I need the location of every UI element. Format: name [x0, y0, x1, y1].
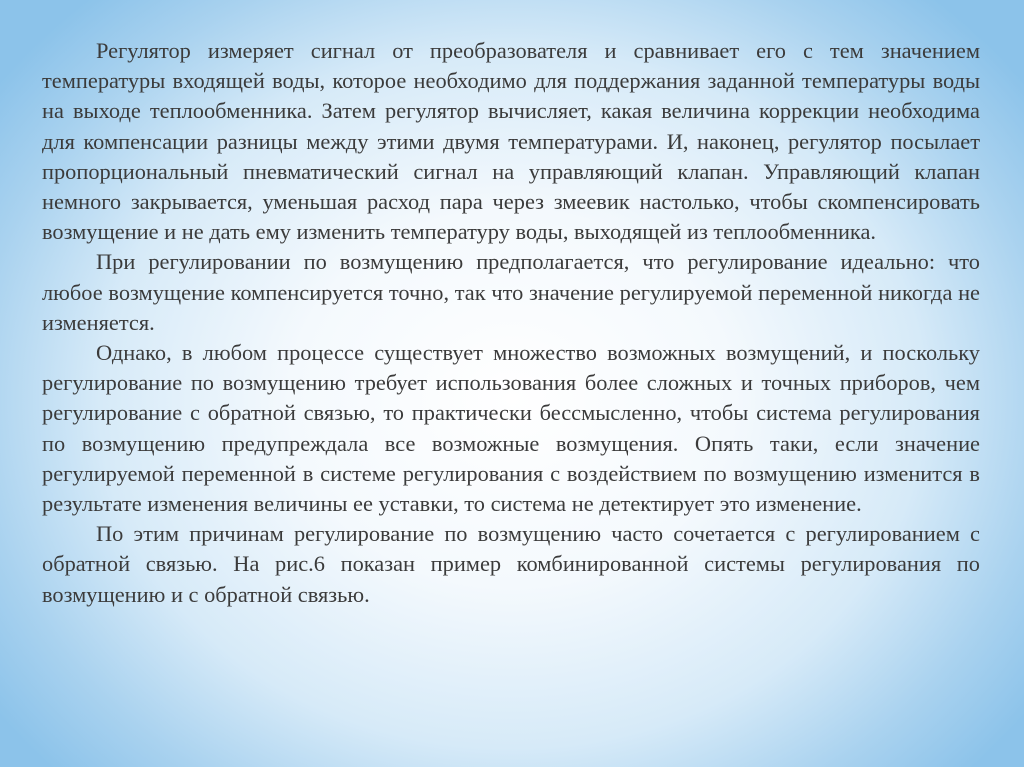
paragraph-1: Регулятор измеряет сигнал от преобразователя и сравнивает его с тем значением температуры входящей воды, которое необходимо для поддержания заданной температуры воды на выходе теплообменника. Затем регулятор вычисляет, какая величина коррекции необходима для компенсации разницы между этими двумя температурами. И, наконец, регулятор посылает пропорциональный пневматический сигнал на управляющий клапан. Управляющий клапан немного закрывается, уменьшая расход пара через змеевик настолько, чтобы скомпенсировать возмущение и не дать ему изменить температуру воды, выходящей из теплообменника.	[42, 38, 980, 245]
paragraph-4: По этим причинам регулирование по возмущению часто сочетается с регулированием с обратной связью. На рис.6 показан пример комбинированной системы регулирования по возмущению и с обратной связью.	[42, 521, 980, 607]
body-text	[42, 36, 980, 610]
paragraph-3: Однако, в любом процессе существует множество возможных возмущений, и поскольку регулирование по возмущению требует использования более сложных и точных приборов, чем регулирование с обратной связью, то практически бессмысленно, чтобы система регулирования по возмущению предупреждала все возможные возмущения. Опять таки, если значение регулируемой переменной в системе регулирования с воздействием по возмущению изменится в результате изменения величины ее уставки, то система не детектирует это изменение.	[42, 340, 980, 517]
paragraph-2: При регулировании по возмущению предполагается, что регулирование идеально: что любое возмущение компенсируется точно, так что значение регулируемой переменной никогда не изменяется.	[42, 249, 980, 335]
